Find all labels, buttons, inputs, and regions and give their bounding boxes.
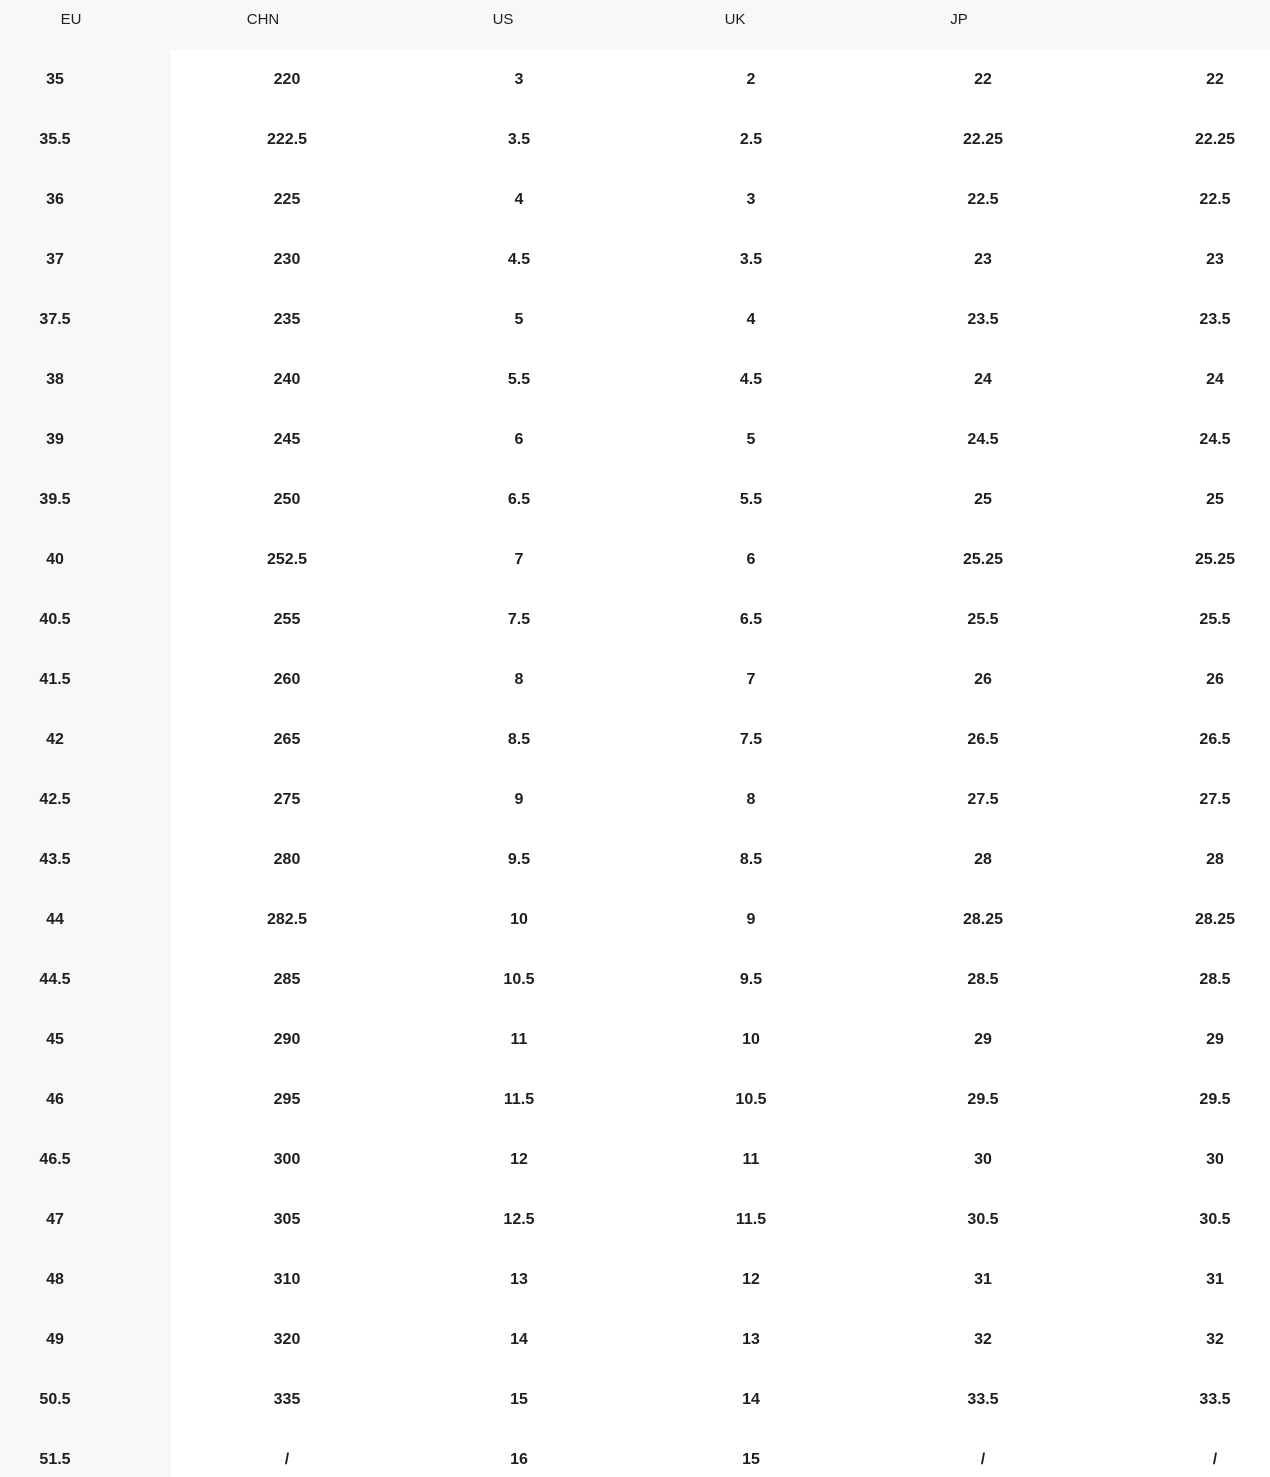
table-cell-jp: 30 xyxy=(974,1151,992,1168)
table-cell-chn: 222.5 xyxy=(266,131,308,148)
table-cell-us: 10.5 xyxy=(503,971,535,988)
table-cell-jp: 29 xyxy=(974,1031,992,1048)
table-cell-eu: 51.5 xyxy=(39,1451,71,1468)
table-row xyxy=(0,1130,1270,1190)
table-cell-us: 15 xyxy=(510,1391,528,1408)
table-cell-jp: 22 xyxy=(974,71,992,88)
table-cell-uk: 5 xyxy=(746,431,756,448)
table-row xyxy=(0,890,1270,950)
table-cell-jp: / xyxy=(980,1451,986,1468)
table-cell-jp: 22.25 xyxy=(962,131,1004,148)
table-cell-us: 8 xyxy=(514,671,524,688)
table-row xyxy=(0,50,1270,110)
table-cell-uk: 10.5 xyxy=(735,1091,767,1108)
table-cell-extra: 26.5 xyxy=(1199,731,1231,748)
table-cell-chn: 265 xyxy=(273,731,301,748)
table-cell-eu: 40.5 xyxy=(39,611,71,628)
table-cell-chn: 240 xyxy=(273,371,301,388)
table-cell-eu: 42.5 xyxy=(39,791,71,808)
table-cell-chn: 305 xyxy=(273,1211,301,1228)
table-row xyxy=(0,230,1270,290)
table-cell-jp: 27.5 xyxy=(967,791,999,808)
table-cell-chn: 260 xyxy=(273,671,301,688)
table-cell-uk: 4 xyxy=(746,311,756,328)
table-cell-uk: 4.5 xyxy=(739,371,763,388)
table-cell-jp: 23.5 xyxy=(967,311,999,328)
table-cell-extra: 23.5 xyxy=(1199,311,1231,328)
table-cell-eu: 45 xyxy=(46,1031,64,1048)
table-cell-jp: 22.5 xyxy=(967,191,999,208)
table-cell-chn: 252.5 xyxy=(266,551,308,568)
table-row xyxy=(0,590,1270,650)
table-cell-us: 5.5 xyxy=(507,371,531,388)
table-cell-jp: 33.5 xyxy=(967,1391,999,1408)
table-cell-us: 12 xyxy=(510,1151,528,1168)
table-row xyxy=(0,530,1270,590)
table-cell-extra: 24 xyxy=(1206,371,1224,388)
table-cell-extra: 31 xyxy=(1206,1271,1224,1288)
table-cell-us: 9.5 xyxy=(507,851,531,868)
table-row xyxy=(0,1070,1270,1130)
table-cell-jp: 25.25 xyxy=(962,551,1004,568)
table-cell-uk: 2 xyxy=(746,71,756,88)
table-cell-jp: 26 xyxy=(974,671,992,688)
table-cell-chn: / xyxy=(284,1451,290,1468)
table-row xyxy=(0,950,1270,1010)
table-cell-chn: 290 xyxy=(273,1031,301,1048)
table-row xyxy=(0,350,1270,410)
table-row xyxy=(0,770,1270,830)
table-cell-uk: 12 xyxy=(742,1271,760,1288)
table-cell-eu: 38 xyxy=(46,371,64,388)
table-cell-extra: 29.5 xyxy=(1199,1091,1231,1108)
table-cell-uk: 2.5 xyxy=(739,131,763,148)
table-cell-uk: 10 xyxy=(742,1031,760,1048)
table-cell-chn: 320 xyxy=(273,1331,301,1348)
table-cell-us: 11.5 xyxy=(503,1091,535,1108)
table-cell-jp: 28.5 xyxy=(967,971,999,988)
table-cell-eu: 49 xyxy=(46,1331,64,1348)
table-cell-us: 13 xyxy=(510,1271,528,1288)
table-row xyxy=(0,110,1270,170)
table-cell-us: 6 xyxy=(514,431,524,448)
column-header-us: US xyxy=(492,11,514,28)
table-cell-eu: 36 xyxy=(46,191,64,208)
table-cell-jp: 31 xyxy=(974,1271,992,1288)
table-cell-eu: 42 xyxy=(46,731,64,748)
table-cell-uk: 7 xyxy=(746,671,756,688)
table-row xyxy=(0,410,1270,470)
table-cell-extra: 22.5 xyxy=(1199,191,1231,208)
table-cell-uk: 9 xyxy=(746,911,756,928)
table-header-row xyxy=(0,0,1270,50)
table-cell-us: 5 xyxy=(514,311,524,328)
column-header-eu: EU xyxy=(60,11,82,28)
table-cell-extra: 32 xyxy=(1206,1331,1224,1348)
table-cell-chn: 310 xyxy=(273,1271,301,1288)
table-cell-jp: 30.5 xyxy=(967,1211,999,1228)
table-cell-us: 16 xyxy=(510,1451,528,1468)
table-cell-chn: 235 xyxy=(273,311,301,328)
table-cell-jp: 24.5 xyxy=(967,431,999,448)
table-cell-eu: 44.5 xyxy=(39,971,71,988)
column-header-jp: JP xyxy=(950,11,968,28)
table-cell-chn: 250 xyxy=(273,491,301,508)
table-row xyxy=(0,470,1270,530)
table-row xyxy=(0,1310,1270,1370)
table-cell-uk: 6.5 xyxy=(739,611,763,628)
table-cell-extra: 30.5 xyxy=(1199,1211,1231,1228)
table-cell-extra: 29 xyxy=(1206,1031,1224,1048)
table-cell-extra: 28.5 xyxy=(1199,971,1231,988)
table-row xyxy=(0,170,1270,230)
table-cell-eu: 50.5 xyxy=(39,1391,71,1408)
table-cell-us: 14 xyxy=(510,1331,528,1348)
table-cell-chn: 300 xyxy=(273,1151,301,1168)
table-cell-extra: 23 xyxy=(1206,251,1224,268)
table-cell-eu: 39.5 xyxy=(39,491,71,508)
table-cell-jp: 29.5 xyxy=(967,1091,999,1108)
table-cell-jp: 24 xyxy=(974,371,992,388)
table-cell-eu: 44 xyxy=(46,911,64,928)
table-cell-eu: 48 xyxy=(46,1271,64,1288)
table-row xyxy=(0,290,1270,350)
table-row xyxy=(0,830,1270,890)
table-cell-extra: 22 xyxy=(1206,71,1224,88)
table-cell-eu: 35 xyxy=(46,71,64,88)
table-cell-us: 4 xyxy=(514,191,524,208)
table-cell-eu: 40 xyxy=(46,551,64,568)
table-cell-jp: 23 xyxy=(974,251,992,268)
table-cell-us: 3.5 xyxy=(507,131,531,148)
table-cell-extra: 28 xyxy=(1206,851,1224,868)
table-row xyxy=(0,1430,1270,1477)
table-cell-eu: 37 xyxy=(46,251,64,268)
table-cell-extra: 27.5 xyxy=(1199,791,1231,808)
table-cell-jp: 25.5 xyxy=(967,611,999,628)
table-cell-eu: 46.5 xyxy=(39,1151,71,1168)
table-cell-us: 3 xyxy=(514,71,524,88)
table-cell-uk: 11.5 xyxy=(735,1211,767,1228)
column-header-uk: UK xyxy=(724,11,746,28)
table-cell-extra: 30 xyxy=(1206,1151,1224,1168)
table-row xyxy=(0,650,1270,710)
table-cell-us: 9 xyxy=(514,791,524,808)
table-cell-uk: 11 xyxy=(742,1151,760,1168)
column-header-chn: CHN xyxy=(246,11,280,28)
table-cell-uk: 5.5 xyxy=(739,491,763,508)
table-cell-us: 12.5 xyxy=(503,1211,535,1228)
table-cell-us: 7 xyxy=(514,551,524,568)
table-cell-eu: 41.5 xyxy=(39,671,71,688)
table-cell-extra: / xyxy=(1212,1451,1218,1468)
table-cell-us: 11 xyxy=(510,1031,528,1048)
table-cell-chn: 275 xyxy=(273,791,301,808)
table-cell-jp: 32 xyxy=(974,1331,992,1348)
table-cell-us: 8.5 xyxy=(507,731,531,748)
table-cell-eu: 37.5 xyxy=(39,311,71,328)
table-cell-uk: 8.5 xyxy=(739,851,763,868)
table-cell-us: 4.5 xyxy=(507,251,531,268)
table-cell-extra: 22.25 xyxy=(1194,131,1236,148)
table-row xyxy=(0,710,1270,770)
table-cell-chn: 335 xyxy=(273,1391,301,1408)
table-cell-us: 10 xyxy=(510,911,528,928)
table-cell-uk: 3.5 xyxy=(739,251,763,268)
table-cell-us: 7.5 xyxy=(507,611,531,628)
table-cell-uk: 15 xyxy=(742,1451,760,1468)
table-cell-eu: 35.5 xyxy=(39,131,71,148)
table-row xyxy=(0,1370,1270,1430)
table-cell-uk: 6 xyxy=(746,551,756,568)
table-cell-extra: 25.25 xyxy=(1194,551,1236,568)
table-cell-uk: 13 xyxy=(742,1331,760,1348)
table-cell-chn: 295 xyxy=(273,1091,301,1108)
table-cell-uk: 9.5 xyxy=(739,971,763,988)
table-cell-eu: 46 xyxy=(46,1091,64,1108)
table-cell-uk: 14 xyxy=(742,1391,760,1408)
table-cell-extra: 33.5 xyxy=(1199,1391,1231,1408)
table-row xyxy=(0,1010,1270,1070)
table-cell-jp: 25 xyxy=(974,491,992,508)
table-cell-extra: 25 xyxy=(1206,491,1224,508)
table-cell-uk: 3 xyxy=(746,191,756,208)
table-cell-uk: 8 xyxy=(746,791,756,808)
table-cell-extra: 26 xyxy=(1206,671,1224,688)
table-cell-uk: 7.5 xyxy=(739,731,763,748)
table-cell-extra: 28.25 xyxy=(1194,911,1236,928)
table-row xyxy=(0,1250,1270,1310)
table-cell-eu: 43.5 xyxy=(39,851,71,868)
table-cell-eu: 47 xyxy=(46,1211,64,1228)
table-cell-jp: 28.25 xyxy=(962,911,1004,928)
table-cell-chn: 220 xyxy=(273,71,301,88)
table-row xyxy=(0,1190,1270,1250)
table-cell-chn: 255 xyxy=(273,611,301,628)
table-cell-us: 6.5 xyxy=(507,491,531,508)
table-cell-chn: 280 xyxy=(273,851,301,868)
table-cell-chn: 282.5 xyxy=(266,911,308,928)
table-cell-chn: 245 xyxy=(273,431,301,448)
table-cell-extra: 25.5 xyxy=(1199,611,1231,628)
table-cell-eu: 39 xyxy=(46,431,64,448)
table-cell-extra: 24.5 xyxy=(1199,431,1231,448)
table-cell-chn: 225 xyxy=(273,191,301,208)
table-cell-jp: 28 xyxy=(974,851,992,868)
table-cell-jp: 26.5 xyxy=(967,731,999,748)
table-cell-chn: 230 xyxy=(273,251,301,268)
table-body xyxy=(0,50,1270,1477)
table-cell-chn: 285 xyxy=(273,971,301,988)
